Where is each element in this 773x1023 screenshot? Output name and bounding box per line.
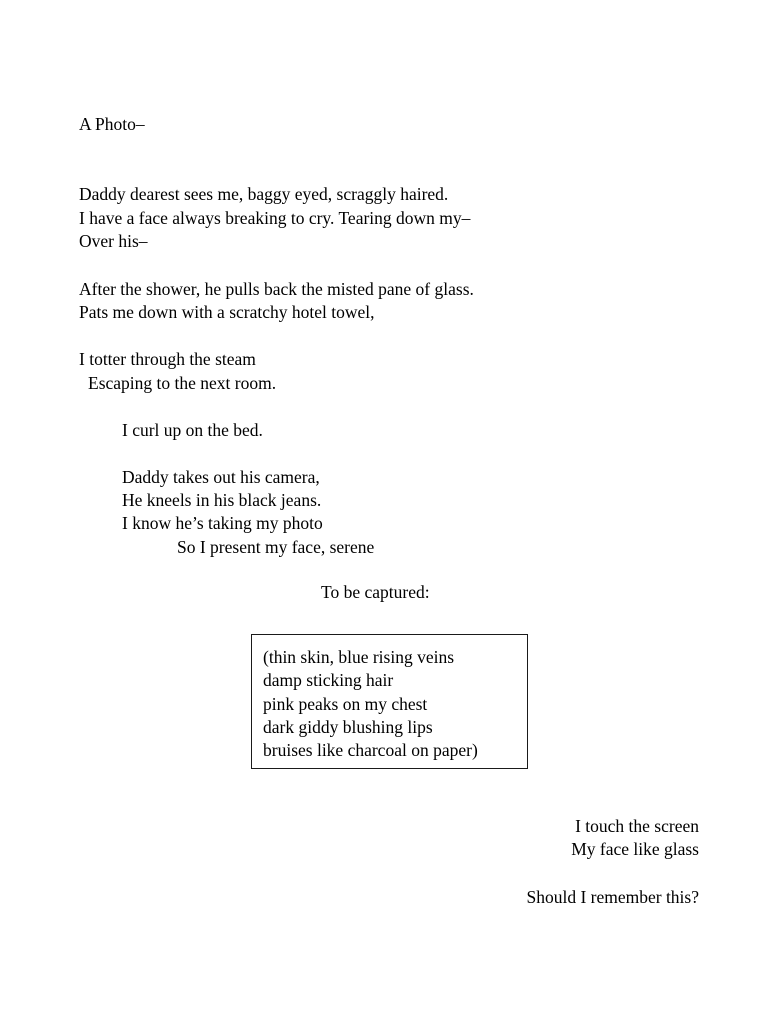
stanza-4-line-1: I curl up on the bed. — [122, 420, 263, 441]
boxed-line-5: bruises like charcoal on paper) — [263, 740, 478, 761]
closing-stanza-2 — [0, 886, 699, 909]
stanza-6 — [79, 581, 699, 604]
stanza-5 — [79, 466, 699, 560]
poem-body — [79, 113, 699, 623]
stanza-5-line-4: So I present my face, serene — [177, 536, 375, 557]
poem-title: A Photo– — [79, 114, 145, 134]
boxed-stanza-container — [251, 634, 528, 769]
stanza-2 — [79, 278, 699, 325]
stanza-1-line-2: I have a face always breaking to cry. Tearing down my– — [79, 207, 471, 228]
stanza-5-line-3: I know he’s taking my photo — [122, 513, 323, 534]
boxed-line-2: damp sticking hair — [263, 670, 394, 691]
stanza-2-line-2: Pats me down with a scratchy hotel towel, — [79, 302, 375, 323]
boxed-line-3: pink peaks on my chest — [263, 693, 428, 714]
stanza-1-line-3: Over his– — [79, 231, 148, 252]
stanza-4 — [79, 419, 699, 442]
stanza-1-line-1: Daddy dearest sees me, baggy eyed, scraggly haired. — [79, 184, 449, 205]
closing-stanza-2-line-1: Should I remember this? — [526, 886, 699, 907]
closing-section — [0, 815, 699, 909]
boxed-stanza — [251, 634, 528, 769]
boxed-line-1: (thin skin, blue rising veins — [263, 647, 455, 667]
stanza-3-line-2: Escaping to the next room. — [88, 372, 277, 393]
closing-stanza-1-line-1: I touch the screen — [575, 816, 699, 836]
stanza-6-line-1: To be captured: — [321, 582, 430, 603]
stanza-3 — [79, 348, 699, 395]
stanza-1 — [79, 183, 699, 253]
closing-stanza-1-line-2: My face like glass — [571, 839, 699, 860]
stanza-2-line-1: After the shower, he pulls back the misted pane of glass. — [79, 278, 474, 299]
stanza-3-line-1: I totter through the steam — [79, 349, 256, 370]
boxed-line-4: dark giddy blushing lips — [263, 716, 433, 737]
closing-stanza-1 — [0, 815, 699, 862]
stanza-5-line-1: Daddy takes out his camera, — [122, 466, 320, 487]
stanza-5-line-2: He kneels in his black jeans. — [122, 490, 322, 511]
